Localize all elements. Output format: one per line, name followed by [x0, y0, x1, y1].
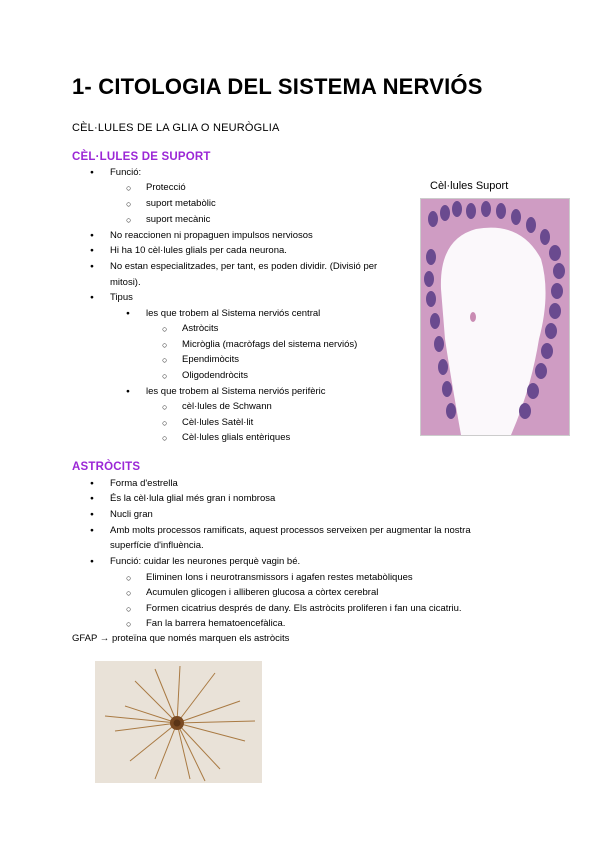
section-subtitle: CÈL·LULES DE LA GLIA O NEURÒGLIA	[72, 122, 280, 134]
astro-bullet: ● Funció: cuidar les neurones perquè vagin bé.	[110, 556, 300, 568]
support-cells-micrograph	[420, 198, 570, 436]
astro-function: ○ Eliminen Ions i neurotransmissors i agafen restes metabòliques	[146, 572, 413, 584]
bullet-impulsos: ● No reaccionen ni propaguen impulsos nerviosos	[110, 230, 313, 242]
astro-bullet: ● Forma d'estrella	[110, 478, 178, 490]
snp-item: ○ Cèl·lules glials entèriques	[182, 432, 290, 444]
astro-bullet: ● Nucli gran	[110, 509, 153, 521]
bullet-snp: ● les que trobem al Sistema nerviós perifèric	[146, 386, 326, 398]
astro-function: ○ Formen cicatrius després de dany. Els astròcits proliferen i fan una cicatriu.	[146, 603, 462, 615]
snc-item: ○ Astròcits	[182, 323, 218, 335]
astro-function: ○ Acumulen glicogen i alliberen glucosa a còrtex cerebral	[146, 587, 378, 599]
gfap-note: GFAP → proteïna que només marquen els astròcits	[72, 633, 290, 644]
bullet-divisio: ● No estan especialitzades, per tant, es poden dividir. (Divisió per	[110, 261, 377, 273]
astro-bullet: ● És la cèl·lula glial més gran i nombrosa	[110, 493, 275, 505]
snc-item: ○ Micròglia (macròfags del sistema nerviós)	[182, 339, 357, 351]
astro-bullet-cont: superfície d'influència.	[110, 540, 204, 551]
snc-item: ○ Oligodendròcits	[182, 370, 248, 382]
funcio-item: ○ suport mecànic	[146, 214, 210, 226]
page-title: 1- CITOLOGIA DEL SISTEMA NERVIÓS	[72, 74, 483, 99]
heading-cells-suport: CÈL·LULES DE SUPORT	[72, 151, 211, 163]
bullet-snc: ● les que trobem al Sistema nerviós central	[146, 308, 320, 320]
astro-bullet: ● Amb molts processos ramificats, aquest processos serveixen per augmentar la nostra	[110, 525, 471, 537]
astro-function: ○ Fan la barrera hematoencefàlica.	[146, 618, 285, 630]
bullet-proporcio: ● Hi ha 10 cèl·lules glials per cada neurona.	[110, 245, 287, 257]
bullet-funcio: ● Funció:	[110, 167, 141, 179]
snc-item: ○ Ependimòcits	[182, 354, 239, 366]
heading-astrocits: ASTRÒCITS	[72, 461, 141, 473]
funcio-item: ○ Protecció	[146, 182, 186, 194]
snp-item: ○ Cèl·lules Satèl·lit	[182, 417, 253, 429]
astrocyte-micrograph	[95, 661, 262, 783]
bullet-divisio-cont: mitosi).	[110, 277, 141, 288]
image-caption: Cèl·lules Suport	[430, 180, 509, 192]
snp-item: ○ cèl·lules de Schwann	[182, 401, 272, 413]
funcio-item: ○ suport metabòlic	[146, 198, 216, 210]
bullet-tipus: ● Tipus	[110, 292, 133, 304]
